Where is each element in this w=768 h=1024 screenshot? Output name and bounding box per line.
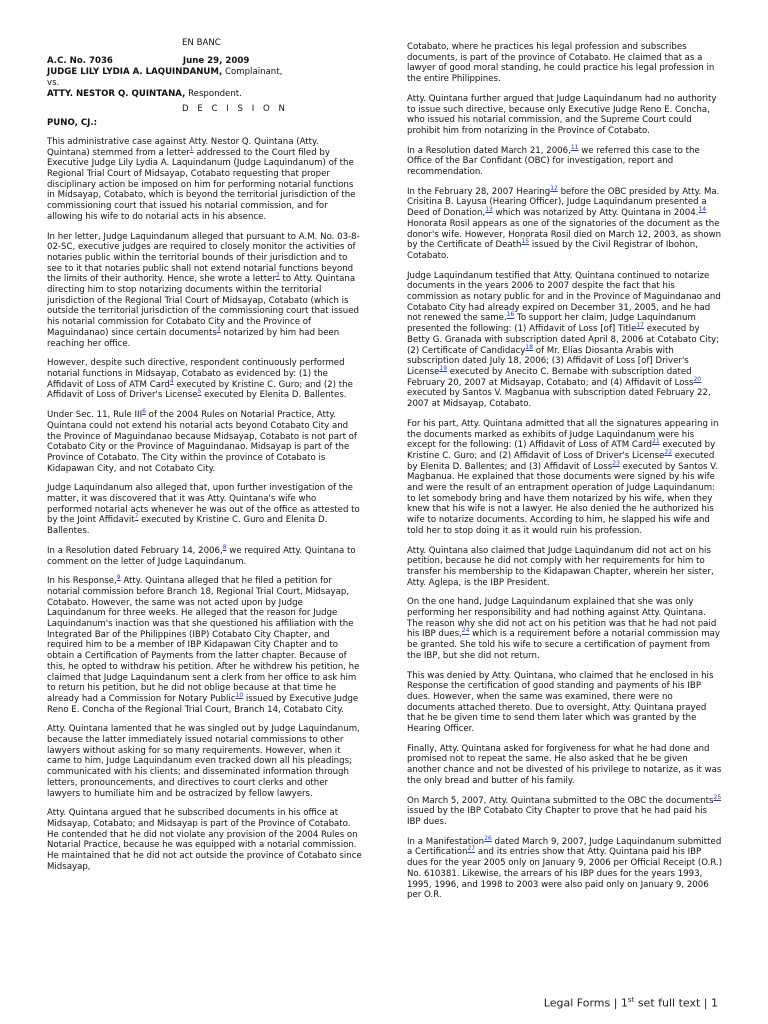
paragraph-text: In her letter, Judge Laquindanum alleged that pursuant to A.M. No. 03-8-02-SC, executive judges are required to closely monitor the activities of notaries public within the territorial bounds of their jurisdiction and to see to it that notaries public shall not extend notarial functions beyond the limits of their authority. Hence, she wrote a letter [47,231,360,285]
paragraph-text: executed by Elenita D. Ballentes. [201,390,347,401]
footnote-link[interactable]: 26 [484,834,492,842]
body-paragraph [407,143,723,178]
footnote-link[interactable]: 24 [461,627,470,635]
ponente: PUNO, CJ.: [47,118,98,129]
footer-sup: st [627,996,635,1004]
body-paragraph [47,543,363,567]
footnote-link[interactable]: 9 [116,574,121,582]
body-paragraph [47,724,363,799]
paragraph-text: executed by Anecito C. Bernabe with subscription dated February 20, 2007 at Midsayap, Cotabato; and (4) Affidavit of Loss [407,366,694,388]
paragraph-text: executed by Santos V. Magbanua with subscription dated February 22, 2007 at Midsayap, Cotabato. [407,388,711,410]
body-paragraph [47,483,363,537]
paragraph-text: In a Manifestation [407,836,485,847]
right-column [407,42,723,910]
footnote-link[interactable]: 13 [485,206,493,214]
paragraph-text: addressed to the Court filed by Executive Judge Lily Lydia A. Laquindanum (Judge Laquindanum) of the Regional Trial Court of Midsayap, Cotabato requesting that proper disciplinary action be imposed on him for performing notarial functions in Midsayap, Cotabato, which is beyond the territorial jurisdiction of the commissioning court that issued his notarial commission, and for allowing his wife to do notarial acts in his absence. [47,147,356,222]
paragraph-text: Judge Laquindanum testified that Atty. Quintana continued to notarize documents in the years 2006 to 2007 despite the fact that his commission as notary public for and in the Province of Maguindanao and Cotabato City had already expired on December 31, 2005, and he had not renewed the same. [407,270,721,324]
paragraph-text: notarized by him had been reaching her office. [47,327,340,349]
paragraph-text: issued by the IBP Cotabato City Chapter to prove that he had paid his IBP dues. [407,806,708,827]
body-paragraph [47,137,363,223]
paragraph-text: In the February 28, 2007 Hearing [407,186,551,197]
footnote-link[interactable]: 4 [169,377,174,385]
complainant-role: Complainant, [222,67,283,78]
footnote-link[interactable]: 2 [275,272,280,280]
paragraph-text: Atty. Quintana argued that he subscribed documents in his office at Midsayap, Cotabato; and Midsayap is part of the Province of Cotabato. He contended that he did not violate any provision of the 2004 Rules on Notarial Practice, because he was equipped with a notarial commission. He maintained that he did not act outside the province of Cotabato since Midsayap, [47,808,362,872]
versus-label: vs. [47,78,60,89]
footnote-link[interactable]: 15 [521,238,530,246]
complainant-name: JUDGE LILY LYDIA A. LAQUINDANUM, [47,67,223,78]
paragraph-text: we required Atty. Quintana to comment on the letter of Judge Laquindanum. [47,545,356,567]
paragraph-text: of the 2004 Rules on Notarial Practice, Atty. Quintana could not extend his notarial acts beyond Cotabato City and the Province of Maguindanao because Midsayap, Cotabato is not part of Cotabato City or the Province of Maguindanao. Midsayap is part of the Province of Cotabato. The City within the province of Cotabato is Kidapawan City, and not Cotabato City. [47,410,357,474]
body-paragraph [407,94,723,137]
footnote-link[interactable]: 20 [693,375,702,383]
footnote-link[interactable]: 7 [134,513,139,521]
paragraph-text: which was notarized by Atty. Quintana in 2004. [492,208,699,219]
paragraph-text: Under Sec. 11, Rule III [47,410,143,421]
right-body [407,42,723,901]
body-paragraph [47,576,363,715]
paragraph-text: However, despite such directive, respondent continuously performed notarial functions in Midsayap, Cotabato as evidenced by: (1) the Affidavit of Loss of ATM Card [47,358,345,390]
case-number-line [47,56,363,67]
footnote-link[interactable]: 17 [636,322,644,330]
paragraph-text: Honorata Rosil appears as one of the signatories of the document as the donor's wife. However, Honorata Rosil died on March 12, 2003, as shown by the Certificate of Death [407,218,722,251]
en-banc-label: EN BANC [182,38,221,48]
body-paragraph [407,271,723,410]
body-paragraph [407,184,723,262]
paragraph-text: To support her claim, Judge Laquindanum presented the following: (1) Affidavit of Loss [of] Title [407,313,696,335]
footnote-link[interactable]: 5 [197,388,202,396]
footer-suffix: set full text | 1 [634,996,718,1010]
paragraph-text: and its entries show that Atty. Quintana paid his IBP dues for the year 2005 only on January 9, 2006 per Official Receipt (O.R.) No. 610381. Likewise, the arrears of his IBP dues for the years 1993, 1995, 1996, and 1998 to 2003 were also paid only on January 9, 2006 per O.R. [407,847,723,901]
body-paragraph [407,793,723,828]
footnote-link[interactable]: 19 [439,365,448,373]
body-paragraph [407,671,723,735]
paragraph-text: Atty. Quintana further argued that Judge Laquindanum had no authority to issue such directive, because only Executive Judge Reno E. Concha, who issued his notarial commission, and the Supreme Court could prohibit him from notarizing in the Province of Cotabato. [407,93,717,136]
page-footer [544,995,718,1009]
footnote-link[interactable]: 6 [142,408,146,416]
respondent-line [47,89,363,100]
paragraph-text: of Mr. Elias Diosanta Arabis with subscription dated July 18, 2006; (3) Affidavit of Loss [of] Driver's License [407,345,689,377]
case-number: A.C. No. 7036 [47,55,113,66]
paragraph-text: Atty. Quintana lamented that he was singled out by Judge Laquindanum, because the latter immediately issued notarial commissions to other lawyers without asking for so many requirements. However, when it came to him, Judge Laquindanum even tracked down all his pleadings; communicated with his clients; and disseminated information through letters, pronouncements, and directives to court clerks and other lawyers to humiliate him and be ostracized by fellow lawyers. [47,724,360,799]
footnote-link[interactable]: 18 [525,343,534,351]
decision-date: June 29, 2009 [182,55,250,66]
body-paragraph [47,232,363,350]
body-paragraph [407,419,723,537]
body-paragraph [407,42,723,85]
body-paragraph [407,744,723,787]
paragraph-text: Atty. Quintana also claimed that Judge Laquindanum did not act on his petition, because he did not comply with her requirements for him to transfer his membership to the Kidapawan Chapter, wherein her sister, Atty. Aglepa, is the IBP President. [407,545,714,588]
footnote-link[interactable]: 1 [189,145,194,153]
paragraph-text: This administrative case against Atty. Nestor Q. Quintana (Atty. Quintana) stemmed from a letter [47,136,319,158]
footnote-link[interactable]: 14 [698,206,707,214]
paragraph-text: Cotabato, where he practices his legal profession and subscribes documents, is part of the province of Cotabato. He claimed that as a lawyer of good moral standing, he could practice his legal profession in the entire Philippines. [407,42,715,85]
footnote-link[interactable]: 27 [467,845,476,853]
respondent-name: ATTY. NESTOR Q. QUINTANA, [47,88,186,99]
body-paragraph [47,808,363,872]
left-column [47,38,363,882]
footer-prefix: Legal Forms | 1 [543,996,628,1010]
paragraph-text: we referred this case to the Office of the Bar Confidant (OBC) for investigation, report and recommendation. [407,145,700,178]
footnote-link[interactable]: 10 [235,692,244,700]
body-paragraph [407,834,723,901]
paragraph-text: issued by Executive Judge Reno E. Concha of the Regional Trial Court, Branch 14, Cotabato City. [47,693,359,715]
paragraph-text: Finally, Atty. Quintana asked for forgiveness for what he had done and promised not to repeat the same. He also asked that he be given another chance and not be divested of his privilege to notarize, as it was the only bread and butter of his family. [407,743,722,786]
body-paragraph [47,410,363,474]
body-paragraph [407,546,723,589]
footnote-link[interactable]: 22 [664,449,673,457]
paragraph-text: In a Resolution dated March 21, 2006, [407,145,571,156]
footnote-link[interactable]: 12 [550,184,558,192]
paragraph-text: executed by Kristine C. Guro and Elenita D. Ballentes. [47,515,328,537]
paragraph-text: executed by Santos V. Magbanua. He explained that those documents were signed by his wife and were the result of an entrapment operation of Judge Laquindanum: to let somebody bring and have them notarized by his wife, when they knew that his wife is not a lawyer. He also denied the he authorized his wife to notarize documents. According to him, he slapped his wife and told her to stop doing it as it would ruin his profession. [407,461,718,536]
footnote-link[interactable]: 16 [506,311,515,319]
paragraph-text: executed by Kristine C. Guro; and (2) the Affidavit of Loss of Driver's License [47,379,353,401]
footnote-link[interactable]: 25 [713,793,722,801]
footnote-link[interactable]: 11 [570,143,579,151]
footnote-link[interactable]: 8 [222,543,227,551]
left-body [47,137,363,873]
paragraph-text: dated March 9, 2007, Judge Laquindanum submitted a Certification [407,836,722,858]
paragraph-text: In a Resolution dated February 14, 2006, [47,545,223,556]
paragraph-text: Atty. Quintana alleged that he filed a petition for notarial commission before Branch 18, Regional Trial Court, Midsayap, Cotabato. However, the same was not acted upon by Judge Laquindanum for three weeks. He alleged that the reason for Judge Laquindanum's inaction was that she questioned his affiliation with the Integrated Bar of the Philippines (IBP) Cotabato City Chapter, and required him to be a member of IBP Kidapawan City Chapter and to obtain a Certification of Payments from the latter chapter. Because of this, he opted to withdraw his petition. After he withdrew his petition, he claimed that Judge Laquindanum sent a clerk from her office to ask him to return his petition, but he did not oblige because at that time he already had a Commission for Notary Public [47,576,360,704]
paragraph-text: before the OBC presided by Atty. Ma. Crisitina B. Layusa (Hearing Officer), Judge Laquindanum presented a Deed of Donation, [407,186,720,219]
paragraph-text: Judge Laquindanum also alleged that, upon further investigation of the matter, it was discovered that it was Atty. Quintana's wife who performed notarial acts whenever he was out of the office as attested to by the Joint Affidavit [47,483,360,526]
paragraph-text: executed by Kristine C. Guro; and (2) Affidavit of Loss of Driver's License [407,440,716,461]
footnote-link[interactable]: 3 [216,326,221,334]
paragraph-text: issued by the Civil Registrar of Ibohon, Cotabato. [407,240,698,261]
paragraph-text: executed by Elenita D. Ballentes; and (3) Affidavit of Loss [407,450,715,472]
body-paragraph [407,597,723,661]
paragraph-text: which is a requirement before a notarial commission may be granted. She told his wife to secure a certification of payment from the IBP, but she did not return. [407,629,720,661]
paragraph-text: For his part, Atty. Quintana admitted that all the signatures appearing in the documents marked as exhibits of Judge Laquindanum were his except for the following: (1) Affidavit of Loss of ATM Card [407,418,719,451]
paragraph-text: On March 5, 2007, Atty. Quintana submitted to the OBC the documents [407,795,714,806]
respondent-role: Respondent. [185,88,242,99]
paragraph-text: This was denied by Atty. Quintana, who claimed that he enclosed in his Response the certification of good standing and payments of his IBP dues. However, when the same was examined, there were no documents attached thereto. Due to oversight, Atty. Quintana prayed that he be given time to send them later which was granted by the Hearing Officer. [407,670,714,735]
footnote-link[interactable]: 21 [652,438,660,446]
decision-heading: D E C I S I O N [182,103,288,114]
complainant-line [47,67,363,78]
paragraph-text: to Atty. Quintana directing him to stop notarizing documents within the territorial jurisdiction of the Regional Trial Court of Midsayap, Cotabato (which is outside the territorial jurisdiction of the commissioning court that issued his notarial commission for Cotabato City and the Province of Maguindanao) since certain documents [47,274,359,338]
body-paragraph [47,358,363,401]
footnote-link[interactable]: 23 [612,459,620,467]
paragraph-text: executed by Betty G. Granada with subscription dated April 8, 2006 at Cotabato City; (2) Certificate of Candidacy [407,324,720,356]
paragraph-text: In his Response, [47,576,117,587]
paragraph-text: On the one hand, Judge Laquindanum explained that she was only performing her responsibility and had nothing against Atty. Quintana. The reason why she did not act on his petition was that he had not paid his IBP dues, [407,597,717,640]
